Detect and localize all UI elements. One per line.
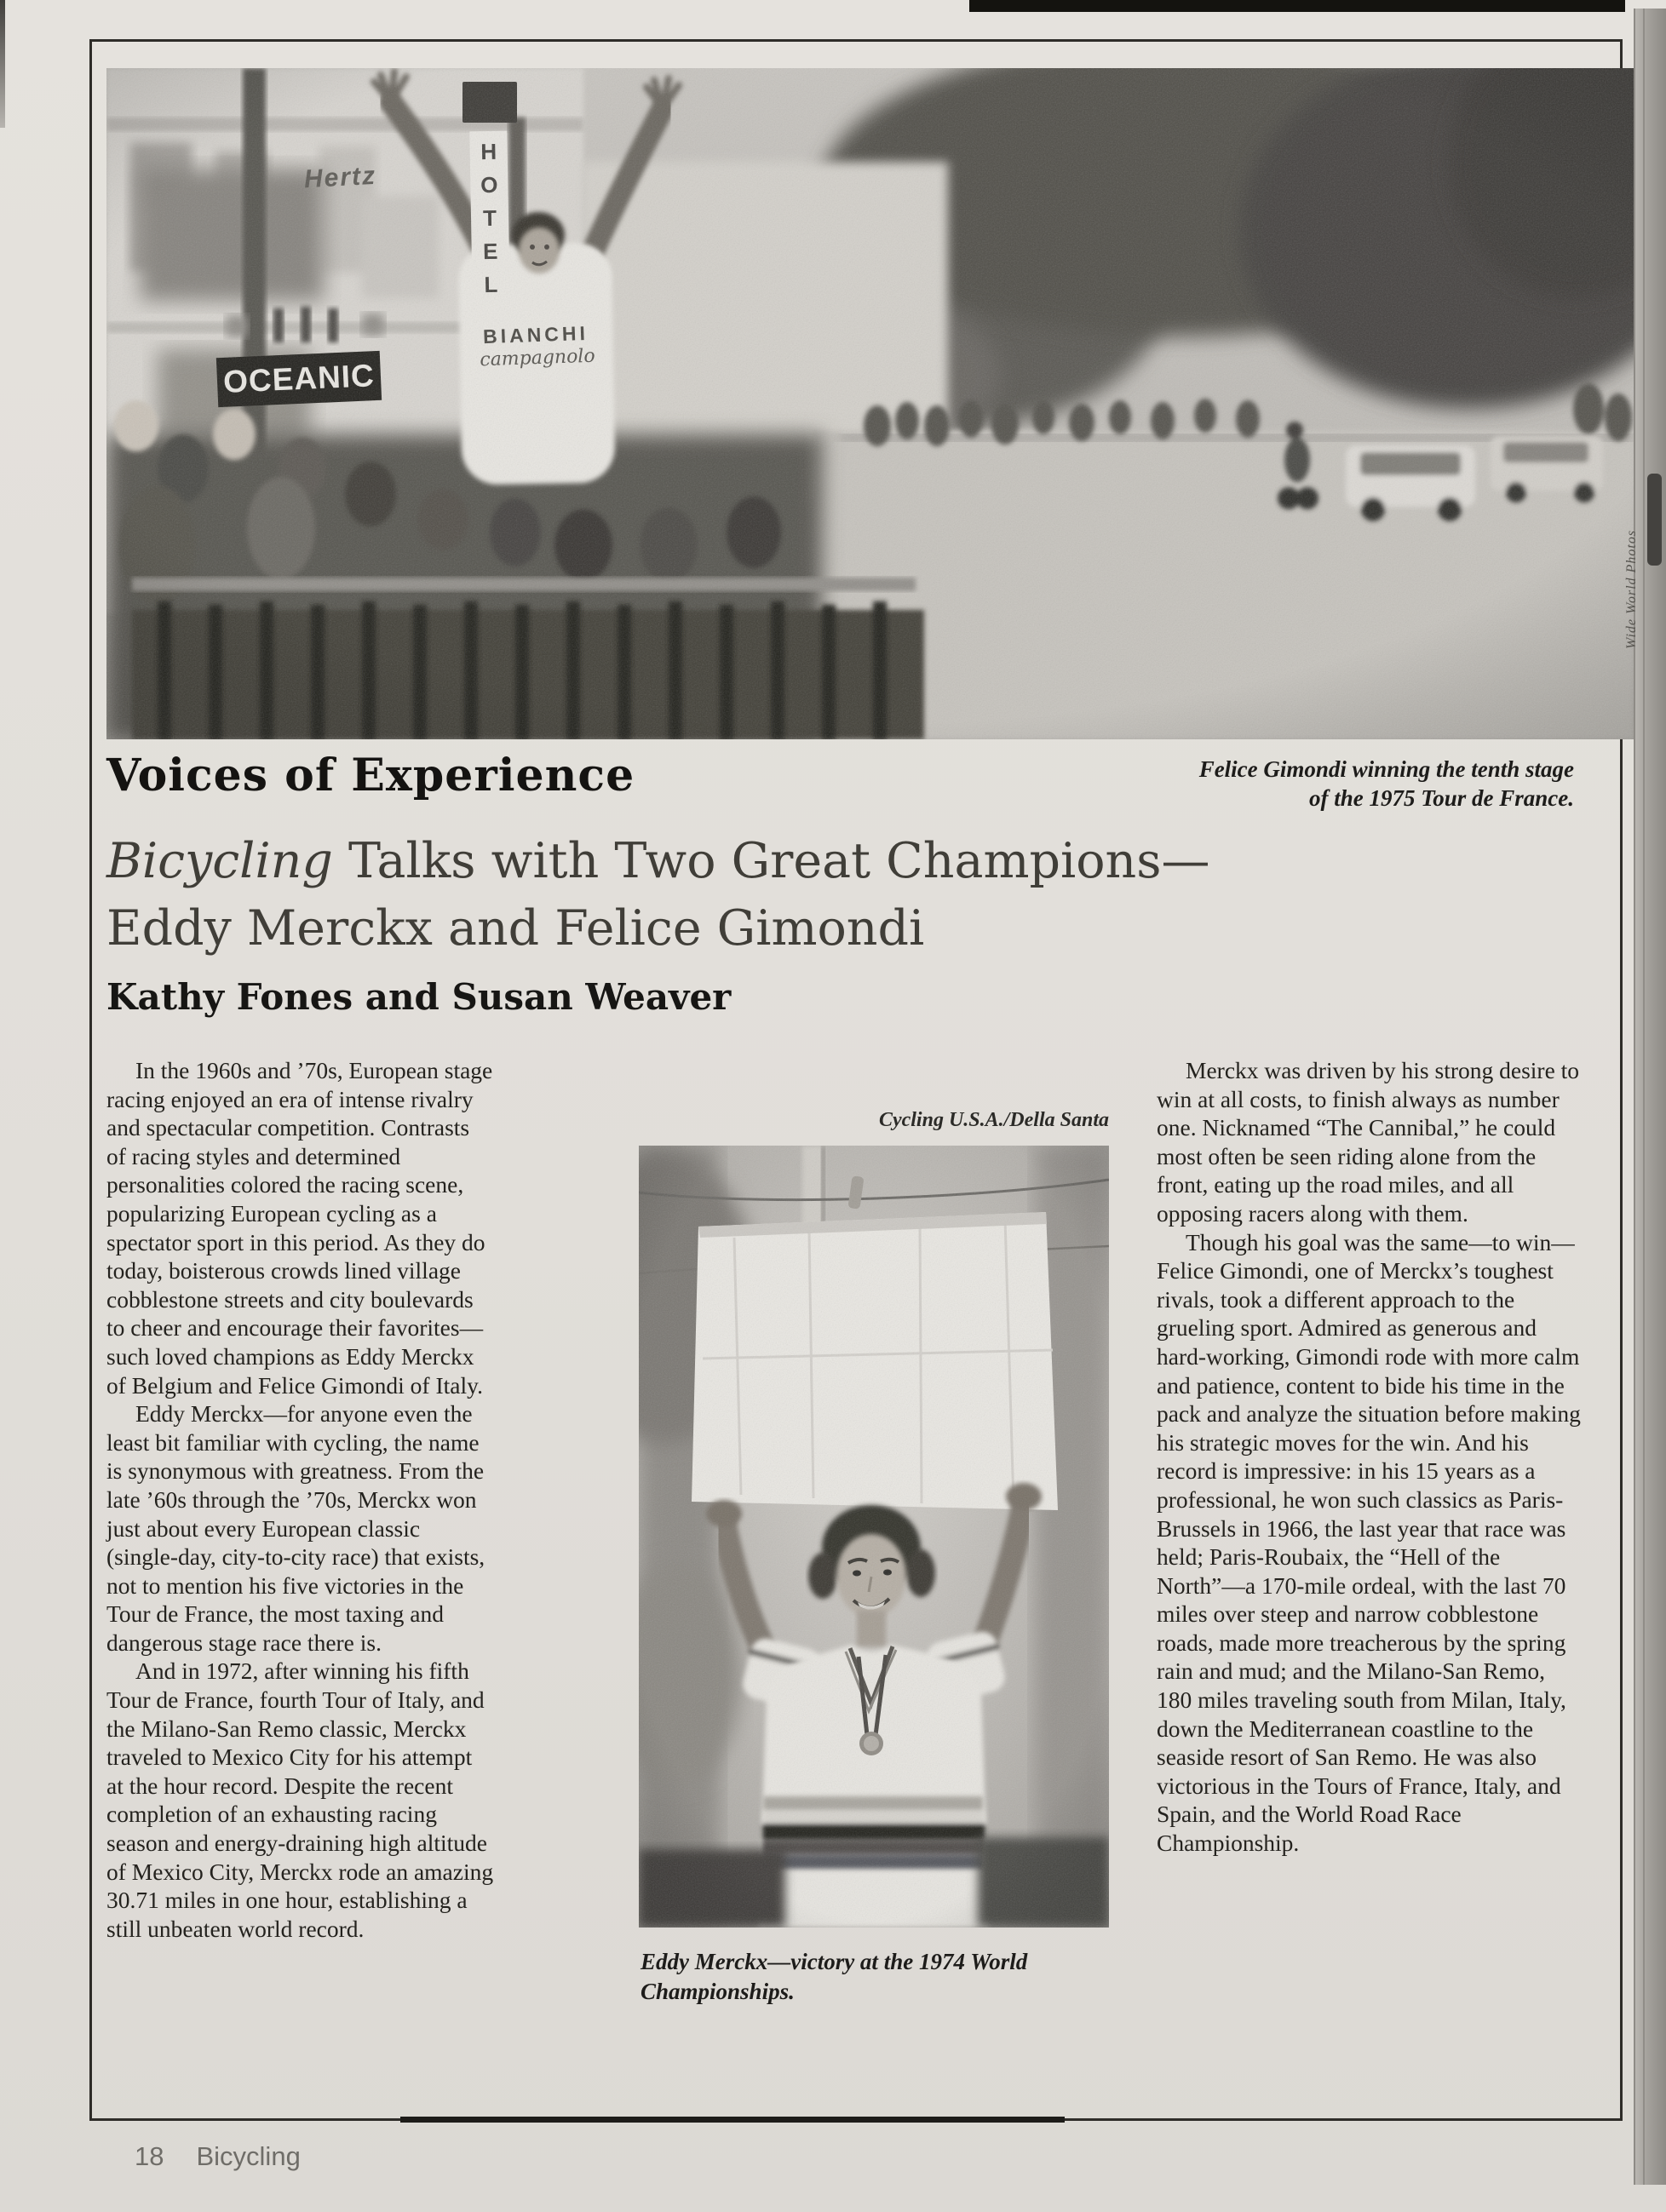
article-left-column [106,1056,494,1943]
scan-edge-right [1634,9,1666,2185]
scan-edge-right-mark [1647,474,1662,566]
paragraph: Merckx was driven by his strong desire to win at all costs, to finish always as number one. Nicknamed “The Cannibal,” he could most often be seen riding alone from the front, eating up the road miles, and all opposing racers along with them. [1157,1057,1580,1227]
section-title: Voices of Experience [106,750,635,801]
oceanic-sign: OCEANIC [216,351,382,407]
center-photo-merckx [639,1146,1109,1928]
main-photo-gimondi [106,68,1634,739]
article-byline: Kathy Fones and Susan Weaver [106,976,732,1018]
scooter-ad-sign [462,82,517,123]
article-right-column [1157,1056,1584,1858]
campagnolo-jersey-text: campagnolo [479,345,596,371]
paragraph: Eddy Merckx—for anyone even the least bit familiar with cycling, the name is synonymous with greatness. From the late ’60s through the ’70s, Merckx won just about every European classic (single-day, city-to-city race) that exists, not to mention his five victories in the Tour de France, the most taxing and dangerous stage race there is. [106,1400,485,1656]
paragraph: And in 1972, after winning his fifth Tour de France, fourth Tour of Italy, and the Milano-San Remo classic, Merckx traveled to Mexico City for his attempt at the hour record. Despite the recent completion of an exhausting racing season and energy-draining high altitude of Mexico City, Merckx rode an amazing 30.71 miles in one hour, establishing a still unbeaten world record. [106,1658,494,1942]
paragraph: Though his goal was the same—to win—Felice Gimondi, one of Merckx’s toughest rivals, took a different approach to the grueling sport. Admired as generous and hard-working, Gimondi rode with more calm and patience, content to bide his time in the pack and analyze the situation before making his strategic moves for the win. And his record is impressive: in his 15 years as a professional, he won such classics as Paris-Brussels in 1966, the last year that race was held; Paris-Roubaix, the “Hell of the North”—a 170-mile ordeal, with the last 70 miles over steep and narrow cobblestone roads, made more treacherous by the spring rain and mud; and the Milano-San Remo, 180 miles traveling south from Milan, Italy, down the Mediterranean coastline to the seaside resort of San Remo. He was also victorious in the Tours of France, Italy, and Spain, and the World Road Race Championship. [1157,1228,1581,1857]
scan-edge-left [0,0,5,128]
headline-line-1 [106,828,1299,895]
headline-line-2: Eddy Merckx and Felice Gimondi [106,900,925,957]
gimondi-photo-caption [1175,755,1574,813]
scan-edge-right-line [1643,9,1645,2185]
center-photo-scene [639,1146,1109,1928]
headline-line-1-rest: Talks with Two Great Champions— [332,833,1210,889]
scan-edge-top [969,0,1625,12]
caption-line-2: of the 1975 Tour de France. [1308,785,1574,811]
caption-line-1: Felice Gimondi winning the tenth stage [1198,756,1574,782]
footer-page-number: 18 [135,2141,164,2171]
hertz-sign: Hertz [303,161,377,194]
paragraph: In the 1960s and ’70s, European stage racing enjoyed an era of intense rivalry and spectacular competition. Contrasts of racing styles and determined personalities colored the racing scene, popularizing European cycling as a spectator sport in this period. As they do today, boisterous crowds lined village cobblestone streets and city boulevards to cheer and encourage their favorites—such loved champions as Eddy Merckx of Belgium and Felice Gimondi of Italy. [106,1057,493,1399]
hotel-sign: H O T E L [469,131,509,302]
page-footer [135,2141,301,2172]
article-headline [106,828,1299,962]
bianchi-jersey-text: BIANCHI [482,321,589,348]
center-photo-credit: Cycling U.S.A./Della Santa [878,1109,1109,1131]
photo-credit-wide-world: Wide World Photos [1624,530,1639,649]
footer-magazine-name: Bicycling [196,2141,301,2171]
magazine-name-italic: Bicycling [106,833,333,889]
merckx-photo-caption: Eddy Merckx—victory at the 1974 World Championships. [641,1949,1028,2004]
page-border-bottom-thick [400,2117,1065,2123]
